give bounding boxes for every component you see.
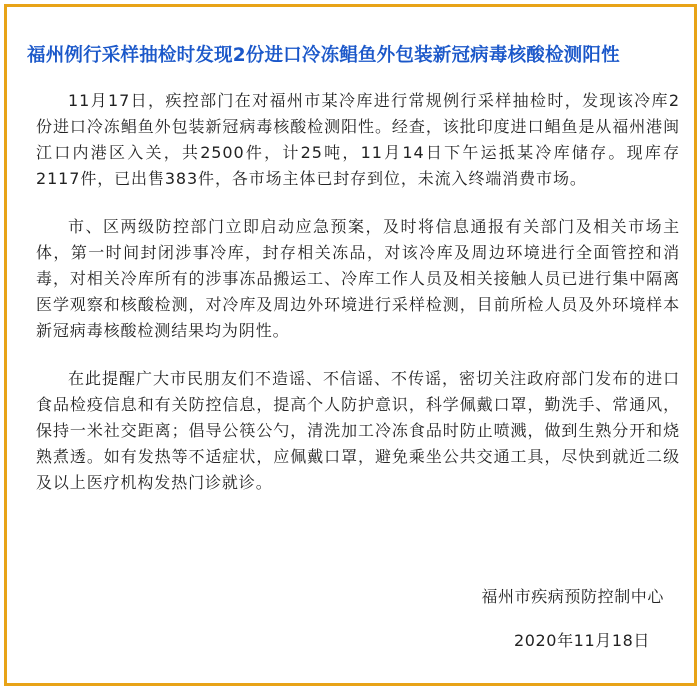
paragraph-3: 在此提醒广大市民朋友们不造谣、不信谣、不传谣，密切关注政府部门发布的进口食品检疫信息和有关防控信息，提高个人防护意识，科学佩戴口罩，勤洗手、常通风，保持一米社交距离；倡导公筷公勺，清洗加工冷冻食品时防止喷溅，做到生熟分开和烧熟煮透。如有发热等不适症状，应佩戴口罩，避免乘坐公共交通工具，尽快到就近二级及以上医疗机构发热门诊就诊。 xyxy=(36,369,680,492)
notice-body xyxy=(36,88,680,518)
paragraph-1: 11月17日，疾控部门在对福州市某冷库进行常规例行采样抽检时，发现该冷库2份进口冷冻鲳鱼外包装新冠病毒核酸检测阳性。经查，该批印度进口鲳鱼是从福州港闽江口内港区入关，共2500件，计25吨，11月14日下午运抵某冷库储存。现库存2117件，已出售383件，各市场主体已封存到位，未流入终端消费市场。 xyxy=(36,91,680,188)
notice-title: 福州例行采样抽检时发现2份进口冷冻鲳鱼外包装新冠病毒核酸检测阳性 xyxy=(27,45,620,66)
paragraph-2: 市、区两级防控部门立即启动应急预案，及时将信息通报有关部门及相关市场主体，第一时间封闭涉事冷库，封存相关冻品，对该冷库及周边环境进行全面管控和消毒，对相关冷库所有的涉事冻品搬运工、冷库工作人员及相关接触人员已进行集中隔离医学观察和核酸检测，对冷库及周边外环境进行采样检测，目前所检人员及外环境样本新冠病毒核酸检测结果均为阴性。 xyxy=(36,217,680,340)
notice-frame xyxy=(4,4,697,686)
signature-date: 2020年11月18日 xyxy=(513,631,650,650)
signature-organization: 福州市疾病预防控制中心 xyxy=(481,587,664,606)
